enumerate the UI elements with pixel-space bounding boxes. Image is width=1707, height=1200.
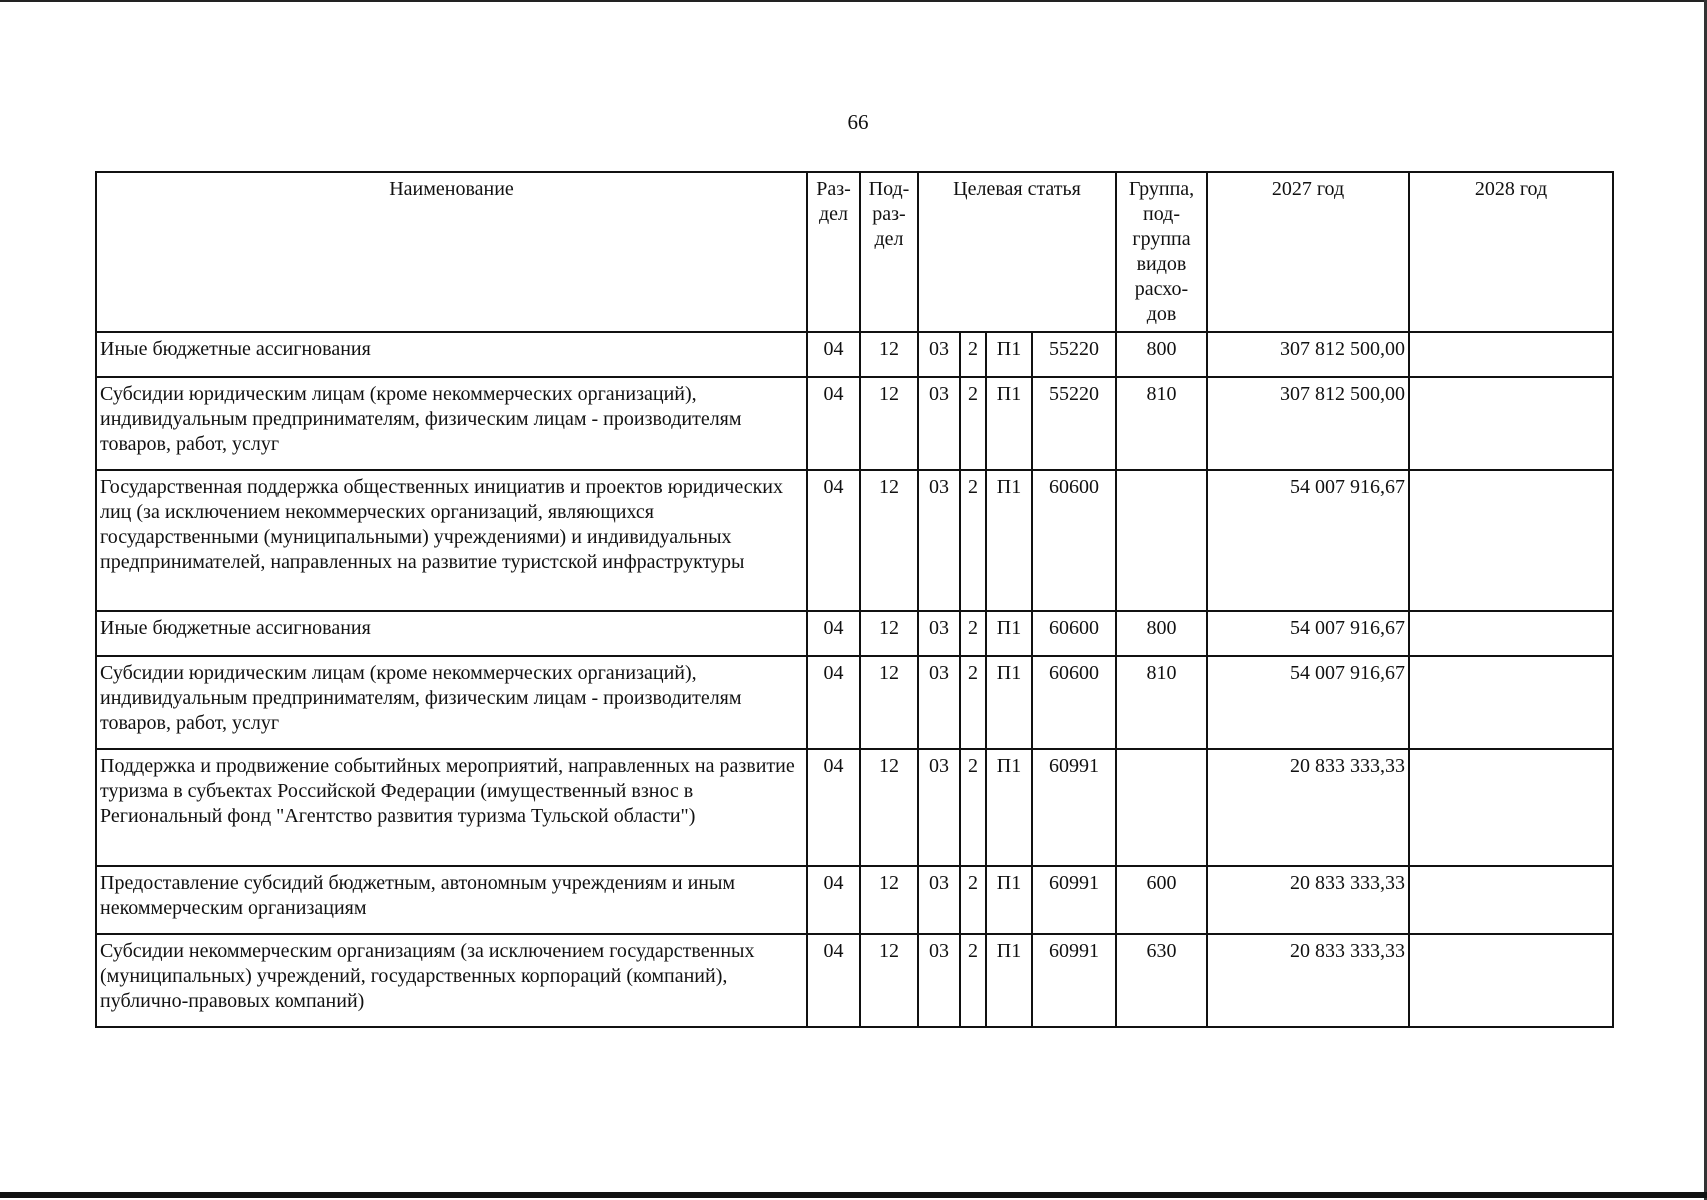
cell-t2: 2	[960, 470, 986, 611]
cell-y2027: 20 833 333,33	[1207, 749, 1409, 866]
cell-group: 800	[1116, 611, 1207, 656]
cell-y2028	[1409, 934, 1613, 1027]
cell-podrazdel: 12	[860, 377, 918, 470]
cell-y2028	[1409, 377, 1613, 470]
table-row	[96, 866, 1613, 934]
cell-razdel: 04	[807, 934, 860, 1027]
header-target-article: Целевая статья	[918, 172, 1116, 332]
cell-y2027: 307 812 500,00	[1207, 332, 1409, 377]
table-row	[96, 749, 1613, 866]
cell-y2028	[1409, 656, 1613, 749]
cell-podrazdel: 12	[860, 656, 918, 749]
cell-razdel: 04	[807, 470, 860, 611]
cell-t4: 55220	[1032, 332, 1116, 377]
scan-bottom-edge	[0, 1192, 1707, 1198]
table-row	[96, 470, 1613, 611]
cell-name: Иные бюджетные ассигнования	[96, 332, 807, 377]
cell-name: Государственная поддержка общественных инициатив и проектов юридических лиц (за исключением некоммерческих организаций, являющихся государственными (муниципальными) учреждениями) и индивидуальных предпринимателей, направленных на развитие туристской инфраструктуры	[96, 470, 807, 611]
cell-t4: 60991	[1032, 866, 1116, 934]
cell-t1: 03	[918, 332, 960, 377]
cell-t3: П1	[986, 611, 1032, 656]
scan-top-edge	[0, 0, 1707, 2]
cell-t3: П1	[986, 749, 1032, 866]
cell-t1: 03	[918, 656, 960, 749]
cell-t2: 2	[960, 332, 986, 377]
cell-t2: 2	[960, 934, 986, 1027]
cell-podrazdel: 12	[860, 470, 918, 611]
cell-t3: П1	[986, 656, 1032, 749]
table-row	[96, 332, 1613, 377]
header-row	[96, 172, 1613, 332]
cell-t1: 03	[918, 377, 960, 470]
cell-podrazdel: 12	[860, 611, 918, 656]
cell-t2: 2	[960, 749, 986, 866]
cell-t1: 03	[918, 934, 960, 1027]
cell-t3: П1	[986, 470, 1032, 611]
cell-y2028	[1409, 611, 1613, 656]
cell-razdel: 04	[807, 656, 860, 749]
table-row	[96, 656, 1613, 749]
cell-t1: 03	[918, 749, 960, 866]
header-name: Наименование	[96, 172, 807, 332]
cell-y2028	[1409, 470, 1613, 611]
cell-group	[1116, 470, 1207, 611]
cell-group	[1116, 749, 1207, 866]
cell-y2028	[1409, 332, 1613, 377]
cell-t4: 55220	[1032, 377, 1116, 470]
cell-t1: 03	[918, 611, 960, 656]
table-body	[96, 332, 1613, 1027]
header-podrazdel: Под- раз- дел	[860, 172, 918, 332]
cell-t4: 60600	[1032, 656, 1116, 749]
cell-y2027: 54 007 916,67	[1207, 611, 1409, 656]
cell-name: Иные бюджетные ассигнования	[96, 611, 807, 656]
header-razdel: Раз- дел	[807, 172, 860, 332]
cell-podrazdel: 12	[860, 866, 918, 934]
cell-group: 600	[1116, 866, 1207, 934]
cell-t2: 2	[960, 866, 986, 934]
cell-name: Субсидии некоммерческим организациям (за исключением государственных (муниципальных) учреждений, государственных корпораций (компаний), публично-правовых компаний)	[96, 934, 807, 1027]
cell-y2028	[1409, 749, 1613, 866]
page-number: 66	[847, 110, 869, 134]
cell-t3: П1	[986, 866, 1032, 934]
cell-t2: 2	[960, 377, 986, 470]
cell-t2: 2	[960, 656, 986, 749]
cell-name: Поддержка и продвижение событийных мероприятий, направленных на развитие туризма в субъектах Российской Федерации (имущественный взнос в Региональный фонд "Агентство развития туризма Тульской области")	[96, 749, 807, 866]
cell-razdel: 04	[807, 611, 860, 656]
cell-group: 810	[1116, 656, 1207, 749]
cell-razdel: 04	[807, 749, 860, 866]
cell-name: Субсидии юридическим лицам (кроме некоммерческих организаций), индивидуальным предпринимателям, физическим лицам - производителям товаров, работ, услуг	[96, 377, 807, 470]
cell-y2027: 54 007 916,67	[1207, 656, 1409, 749]
cell-name: Предоставление субсидий бюджетным, автономным учреждениям и иным некоммерческим организациям	[96, 866, 807, 934]
cell-podrazdel: 12	[860, 934, 918, 1027]
cell-group: 810	[1116, 377, 1207, 470]
cell-podrazdel: 12	[860, 332, 918, 377]
cell-y2027: 20 833 333,33	[1207, 934, 1409, 1027]
header-expense-group: Группа, под- группа видов расхо- дов	[1116, 172, 1207, 332]
cell-group: 630	[1116, 934, 1207, 1027]
budget-table	[95, 171, 1614, 1028]
cell-razdel: 04	[807, 866, 860, 934]
cell-t4: 60991	[1032, 934, 1116, 1027]
cell-razdel: 04	[807, 332, 860, 377]
cell-t3: П1	[986, 934, 1032, 1027]
cell-group: 800	[1116, 332, 1207, 377]
cell-y2027: 54 007 916,67	[1207, 470, 1409, 611]
cell-name: Субсидии юридическим лицам (кроме некоммерческих организаций), индивидуальным предпринимателям, физическим лицам - производителям товаров, работ, услуг	[96, 656, 807, 749]
cell-y2028	[1409, 866, 1613, 934]
cell-podrazdel: 12	[860, 749, 918, 866]
cell-t1: 03	[918, 866, 960, 934]
cell-y2027: 20 833 333,33	[1207, 866, 1409, 934]
cell-t4: 60600	[1032, 470, 1116, 611]
table-row	[96, 377, 1613, 470]
cell-t2: 2	[960, 611, 986, 656]
header-2028: 2028 год	[1409, 172, 1613, 332]
cell-y2027: 307 812 500,00	[1207, 377, 1409, 470]
cell-t1: 03	[918, 470, 960, 611]
cell-t4: 60600	[1032, 611, 1116, 656]
cell-t4: 60991	[1032, 749, 1116, 866]
table-row	[96, 934, 1613, 1027]
header-2027: 2027 год	[1207, 172, 1409, 332]
cell-t3: П1	[986, 332, 1032, 377]
table-row	[96, 611, 1613, 656]
cell-t3: П1	[986, 377, 1032, 470]
cell-razdel: 04	[807, 377, 860, 470]
